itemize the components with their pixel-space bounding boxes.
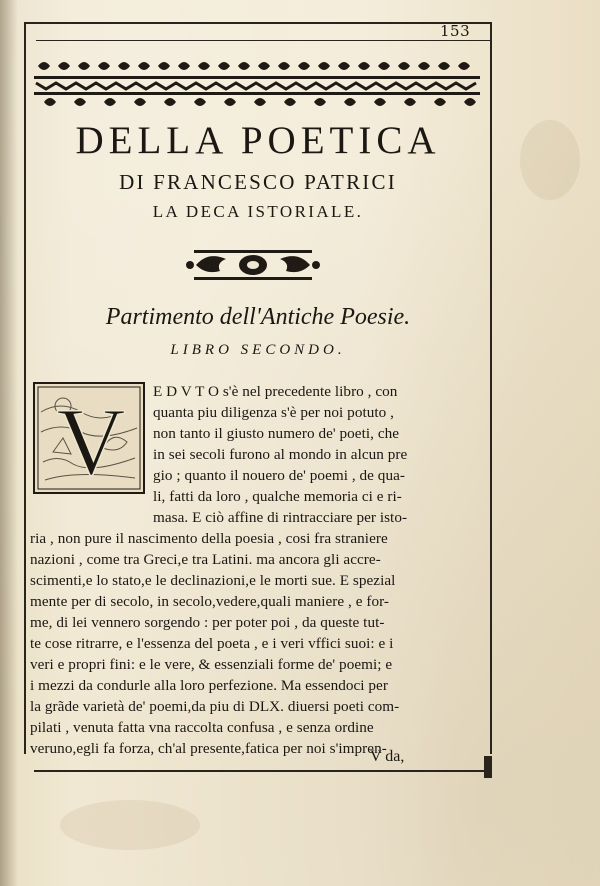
book-title: DELLA POETICA <box>75 119 441 162</box>
text-line: ria , non pure il nascimento della poesia , cosi fra straniere <box>30 530 388 547</box>
section-title: Partimento dell'Antiche Poesie. <box>105 304 411 330</box>
decorated-initial-v <box>33 382 145 494</box>
frame-right-rule <box>490 22 492 754</box>
top-rule <box>24 22 492 24</box>
headpiece-ornament <box>186 246 320 284</box>
bottom-rule <box>34 770 486 772</box>
author-line: DI FRANCESCO PATRICI <box>119 170 397 194</box>
text-line: la grãde varietà de' poemi,da piu di DLX. diuersi poeti com- <box>30 698 400 715</box>
gutter-shadow <box>0 0 18 886</box>
svg-text:V: V <box>56 388 126 494</box>
text-line: scimenti,e lo stato,e le declinazioni,e le morti sue. E spezial <box>30 572 396 589</box>
text-line: non tanto il giusto numero de' poeti, che <box>153 425 400 442</box>
text-line: pilati , venuta fatta vna raccolta confusa , e senza ordine <box>30 719 374 736</box>
text-line: gio ; quanto il nouero de' poemi , de qua- <box>153 467 405 484</box>
deca-subtitle: LA DECA ISTORIALE. <box>152 202 364 221</box>
text-line: me, di lei vennero sorgendo : per poter poi , da queste tut- <box>30 614 385 631</box>
catchword: V da, <box>370 748 405 765</box>
paper-stain <box>60 800 200 850</box>
text-line: nazioni , come tra Greci,e tra Latini. ma ancora gli accre- <box>30 551 381 568</box>
text-line: veruno,egli fa forza, ch'al presente,fatica per noi s'impren- <box>30 740 387 757</box>
frame-left-rule <box>24 22 26 754</box>
text-line: in sei secoli furono al mondo in alcun pre <box>153 446 408 463</box>
text-line: E D V T O s'è nel precedente libro , con <box>153 383 398 400</box>
page-number: 153 <box>440 22 471 40</box>
text-line: masa. E ciò affine di rintracciare per isto- <box>153 509 408 526</box>
top-rule-thin <box>36 40 492 41</box>
text-line: mente per di secolo, in secolo,vedere,quali maniere , e for- <box>30 593 390 610</box>
fleuron-border-ornament <box>34 56 480 110</box>
paper-stain <box>520 120 580 200</box>
text-line: te cose ritrarre, e l'essenza del poeta , e i veri vffici suoi: e i <box>30 635 394 652</box>
text-line: veri e propri fini: e le vere, & essenziali forme de' poemi; e <box>30 656 393 673</box>
text-line: i mezzi da condurle alla loro perfezione. Ma essendoci per <box>30 677 388 694</box>
text-line: li, fatti da loro , qualche memoria ci e ri- <box>153 488 402 505</box>
corner-mark <box>484 756 492 778</box>
text-line: quanta piu diligenza s'è per noi potuto , <box>153 404 394 421</box>
book-label: LIBRO SECONDO. <box>170 342 346 358</box>
